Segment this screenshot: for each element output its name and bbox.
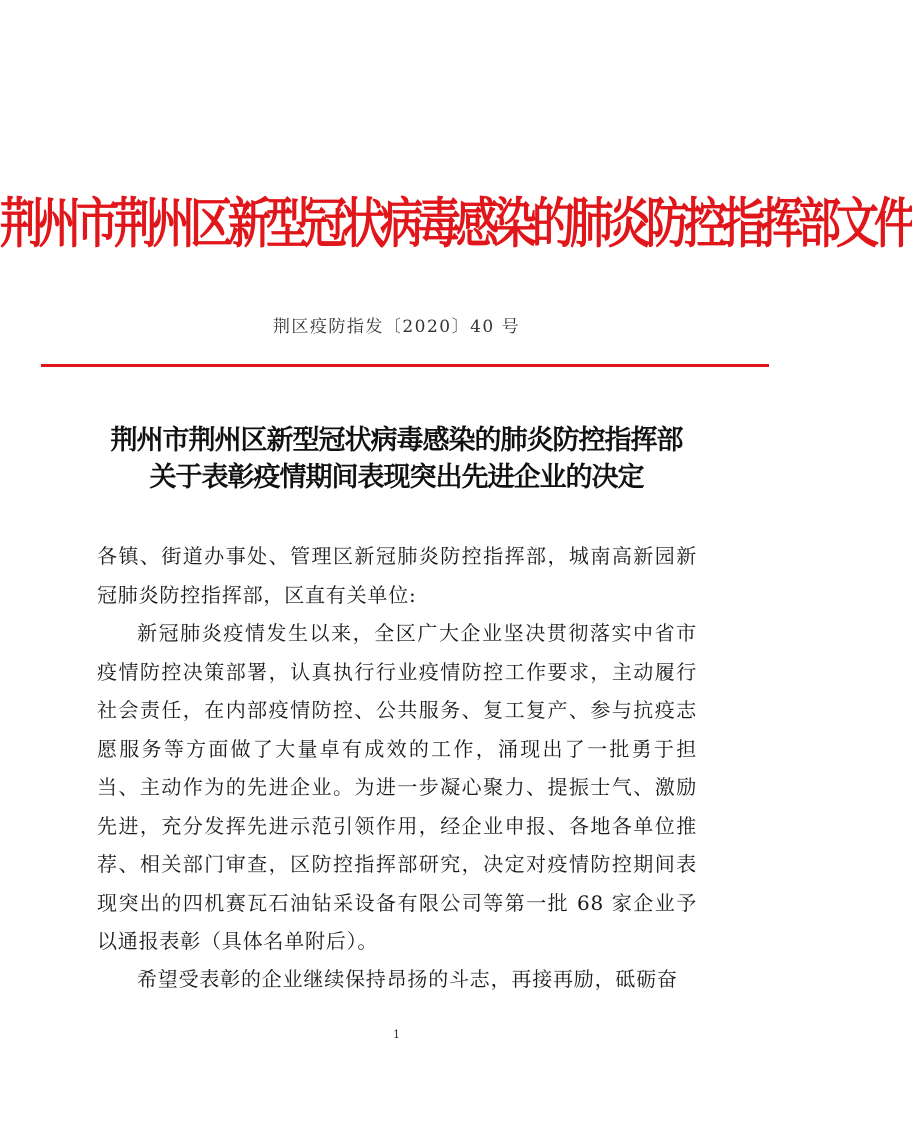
document-title-line-2: 关于表彰疫情期间表现突出先进企业的决定 xyxy=(149,462,644,493)
red-divider-line xyxy=(41,364,769,367)
salutation: 各镇、街道办事处、管理区新冠肺炎防控指挥部，城南高新园新冠肺炎防控指挥部，区直有关单位: xyxy=(97,544,697,607)
document-title-line-1: 荆州市荆州区新型冠状病毒感染的肺炎防控指挥部 xyxy=(110,425,683,456)
body-paragraph-1: 新冠肺炎疫情发生以来，全区广大企业坚决贯彻落实中省市疫情防控决策部署，认真执行行业疫情防控工作要求，主动履行社会责任，在内部疫情防控、公共服务、复工复产、参与抗疫志愿服务等方面做了大量卓有成效的工作，涌现出了一批勇于担当、主动作为的先进企业。为进一步凝心聚力、提振士气、激励先进，充分发挥先进示范引领作用，经企业申报、各地各单位推荐、相关部门审查，区防控指挥部研究，决定对疫情防控期间表现突出的四机赛瓦石油钻采设备有限公司等第一批 68 家企业予以通报表彰（具体名单附后）。 xyxy=(97,621,697,953)
body-paragraph-2: 希望受表彰的企业继续保持昂扬的斗志，再接再励，砥砺奋 xyxy=(137,967,678,991)
page-number: 1 xyxy=(393,1028,400,1041)
document-number: 荆区疫防指发〔2020〕40 号 xyxy=(272,317,521,337)
issuer-header: 荆州市荆州区新型冠状病毒感染的肺炎防控指挥部文件 xyxy=(0,193,912,256)
